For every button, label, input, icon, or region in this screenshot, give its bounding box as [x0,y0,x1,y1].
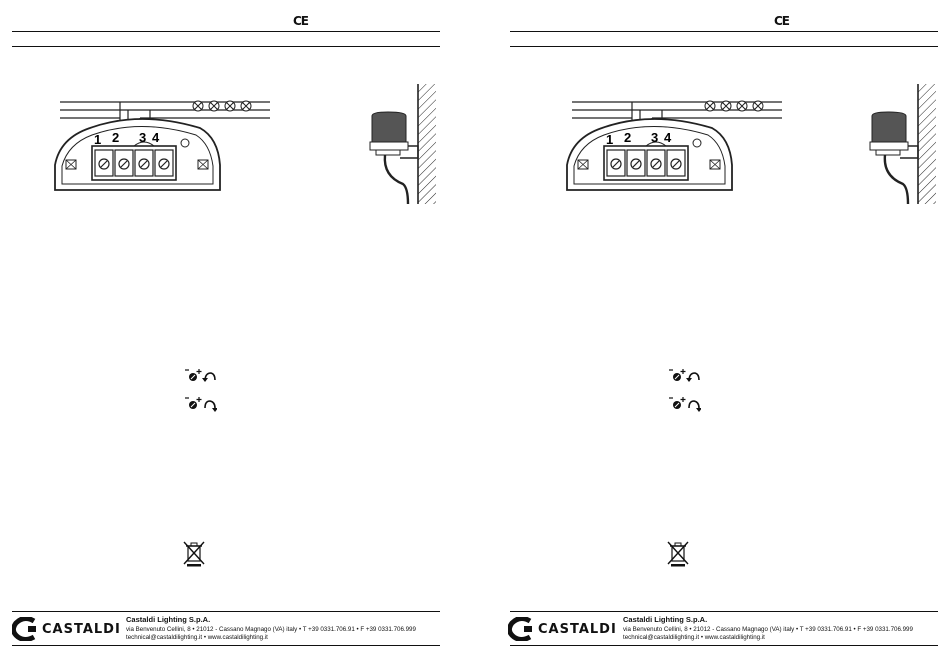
ce-mark-icon: CE [293,14,309,28]
company-contact: technical@castaldilighting.it • www.castaldilighting.it [126,634,268,641]
wiring-diagram [50,80,270,200]
terminal-number: 1 [606,132,614,147]
company-name: Castaldi Lighting S.p.A. [126,615,211,624]
header-rule-bottom [510,46,938,47]
company-address: via Benvenuto Cellini, 8 • 21012 - Cassano Magnago (VA) italy • T +39 0331.706.91 • F +39 0331.706.999 [126,626,416,633]
wall-mount-diagram [858,84,940,206]
sensitivity-adjust-cw-icon [667,395,701,415]
terminal-number: 1 [94,132,102,147]
footer-rule-bottom [510,645,938,646]
header-rule-top [12,31,440,32]
ce-mark-icon: CE [774,14,790,28]
company-contact: technical@castaldilighting.it • www.castaldilighting.it [623,634,765,641]
terminal-number: 2 [624,130,632,145]
company-name: Castaldi Lighting S.p.A. [623,615,708,624]
terminal-number: 4 [152,130,160,145]
terminal-number: 3 [651,130,659,145]
footer-rule-bottom [12,645,440,646]
terminal-number: 3 [139,130,147,145]
sensitivity-adjust-cw-icon [183,395,217,415]
terminal-number: 4 [664,130,672,145]
header-rule-bottom [12,46,440,47]
footer-rule-top [510,611,938,612]
wall-mount-diagram [358,84,440,206]
wiring-diagram [562,80,782,200]
sensitivity-adjust-ccw-icon [667,367,701,385]
terminal-number: 2 [112,130,120,145]
footer-rule-top [12,611,440,612]
logo-wordmark: CASTALDI [538,622,617,637]
crossed-out-bin-icon [183,541,205,567]
company-address: via Benvenuto Cellini, 8 • 21012 - Cassano Magnago (VA) italy • T +39 0331.706.91 • F +39 0331.706.999 [623,626,913,633]
sensitivity-adjust-ccw-icon [183,367,217,385]
logo-wordmark: CASTALDI [42,622,121,637]
page-right [475,0,950,660]
header-rule-top [510,31,938,32]
crossed-out-bin-icon [667,541,689,567]
